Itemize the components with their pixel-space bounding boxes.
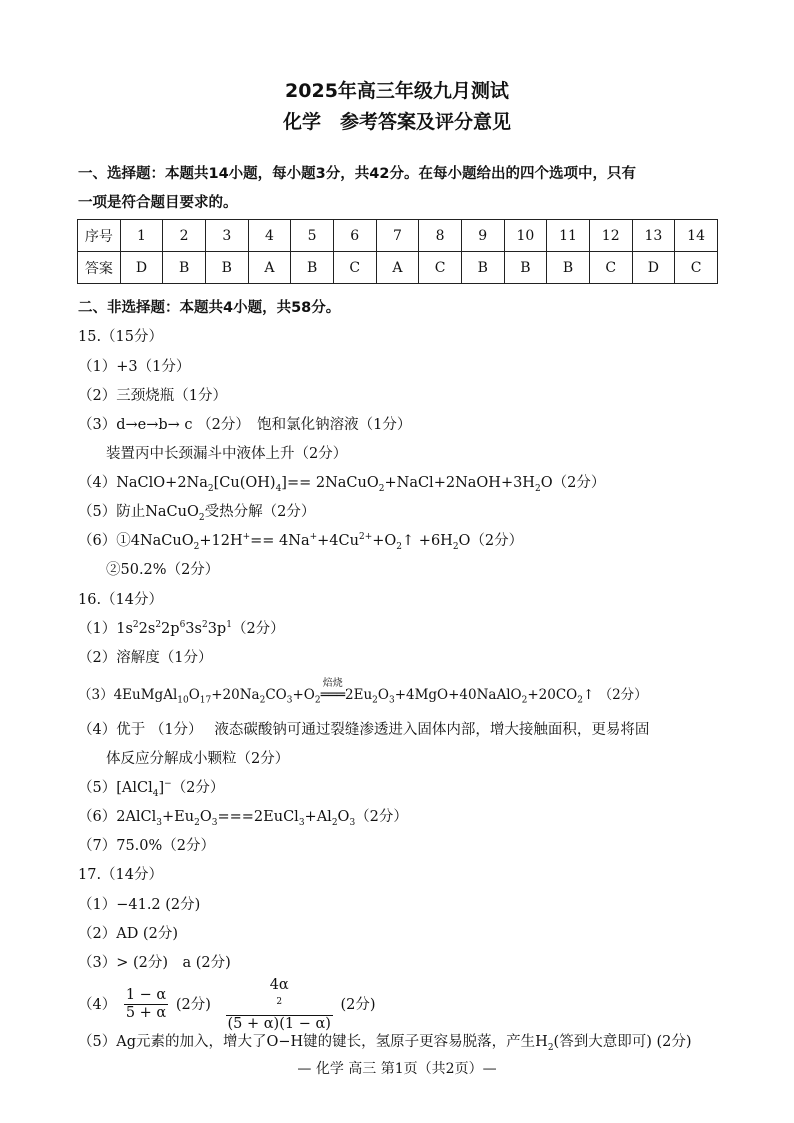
q16-answer-7: （7）75.0%（2分） [78,838,216,854]
page-title-line1: 2025年高三年级九月测试 [285,80,509,102]
question-number-cell: 7 [376,220,419,252]
question-number-cell: 2 [163,220,206,252]
q15-answer-6b: ②50.2%（2分） [106,562,220,578]
question-number-cell: 10 [504,220,547,252]
question-number-cell: 12 [589,220,632,252]
question-number-cell: 8 [419,220,462,252]
answer-cell: C [333,252,376,284]
q15-answer-4: $(4)NaClO+2Na_2[Cu(OH)_4]==$ $2NaCuO_2+NaCl+2NaOH+3H_2O(2$分） [78,475,606,494]
q15-answer-1: （1）+3（1分） [78,359,191,375]
question-number-cell: 5 [291,220,334,252]
answer-cell: B [163,252,206,284]
question-number-cell: 4 [248,220,291,252]
question-number-cell: 6 [333,220,376,252]
page-footer: — 化学 高三 第1页（共2页）— [297,1061,497,1077]
question-number-cell: 3 [205,220,248,252]
reaction-condition: 焙烧 ═══ [320,678,345,703]
page-title-line2: 化学 参考答案及评分意见 [282,111,511,133]
q17-answer-5: （5）Ag元素的加入，增大了O−H键的键长，氢原子更容易脱落，产生$H_2$(答到大意即可) (2分) [78,1034,692,1053]
q15-heading: 15.（15分） [78,329,164,345]
q15-answer-6: （6）①4NaCuO$_2$+12H+== $4Na^++4Cu^{2+}+O_2↑ +6H_2O(2$分） [78,532,524,552]
q16-answer-3: $(3)4EuMgAl_{10}O_{17}+20Na_2CO_3+O_2$ 焙烧 $═══2Eu_2O_3+4MgO+40NaAlO_2+20CO_2↑$ （2分） [78,678,648,706]
q16-answer-6: $(6)2AlCl_3+Eu_2O_3===2EuCl_3+Al_2O_3(2$分） [78,809,408,828]
q16-answer-5: （5）[AlCl$_4$]−（2分） [78,779,225,799]
q17-answer-3: （3）> (2分) a (2分) [78,955,231,971]
table-row-answers [78,252,718,284]
q16-heading: 16.（14分） [78,592,164,608]
q15-answer-3b: 装置丙中长颈漏斗中液体上升（2分） [106,446,348,462]
q17-answer-2: （2）AD (2分) [78,926,178,942]
fraction-2: 4α $^2$ (5 + α)(1 − α) [227,977,331,1032]
section1-heading: 一、选择题：本题共14小题，每小题3分，共42分。在每小题给出的四个选项中，只有 [78,166,636,182]
q15-answer-3: （3）d→e→b→ c （2分） 饱和氯化钠溶液（1分） [78,417,412,433]
q17-answer-1: （1）−41.2 (2分) [78,897,201,913]
section2-heading: 二、非选择题：本题共4小题，共58分。 [78,300,341,316]
answer-cell: B [205,252,248,284]
q17-answer-4: （4） $\frac{1 - \alpha}{5 + \alpha}$ (2分) 4α $^2$ (5 + α)(1 − α) (2分) [78,977,376,1032]
q16-answer-2: （2）溶解度（1分） [78,650,213,666]
q16-answer-1: $(1)1s^22s^22p^63s^23p^1(2$分） [78,620,285,637]
answer-cell: B [504,252,547,284]
section1-heading-cont: 一项是符合题目要求的。 [78,195,238,211]
answer-cell: A [248,252,291,284]
answer-cell: B [547,252,590,284]
q16-answer-4: （4）优于 （1分） 液态碳酸钠可通过裂缝渗透进入固体内部，增大接触面积，更易将固 [78,722,650,738]
q15-answer-2: （2）三颈烧瓶（1分） [78,388,227,404]
table-header-cell: 序号 [78,220,121,252]
table-header-cell: 答案 [78,252,121,284]
answer-cell: C [419,252,462,284]
answer-cell: D [120,252,163,284]
answer-cell: C [675,252,718,284]
question-number-cell: 14 [675,220,718,252]
fraction-1: $\frac{1 - \alpha}{5 + \alpha}$ [125,987,167,1022]
answer-table [77,219,718,284]
answer-cell: B [461,252,504,284]
answer-cell: D [632,252,675,284]
question-number-cell: 1 [120,220,163,252]
answer-cell: C [589,252,632,284]
answer-cell: B [291,252,334,284]
q17-heading: 17.（14分） [78,867,164,883]
q15-answer-5: （5）防止NaCuO$_2$受热分解（2分） [78,504,316,523]
question-number-cell: 11 [547,220,590,252]
q16-answer-4b: 体反应分解成小颗粒（2分） [106,751,290,767]
question-number-cell: 9 [461,220,504,252]
question-number-cell: 13 [632,220,675,252]
table-row-numbers [78,220,718,252]
answer-cell: A [376,252,419,284]
